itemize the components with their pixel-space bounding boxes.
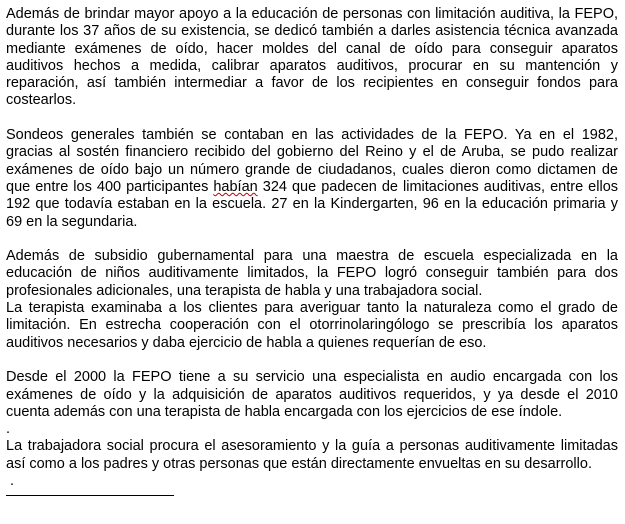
document-body bbox=[6, 6, 618, 490]
paragraph-government-subsidy: Además de subsidio gubernamental para una maestra de escuela especializada en la educación de niños auditivamente limitados, la FEPO logró conseguir también para dos profesionales adicionales, una terapista de habla y una trabajadora social. bbox=[6, 248, 618, 299]
survey-text-start: Sondeos generales también se contaban en las actividades de la FEPO. Ya en el 1982, gracias al sostén financiero recibido del gobierno del Reino y el de Aruba, se pudo realizar exámenes de oído bajo un número grande de ciudadanos, cuales dieron como dictamen de que entre los 400 participantes bbox=[6, 127, 618, 195]
spellcheck-underlined-word: habían bbox=[213, 178, 258, 195]
paragraph-general-surveys bbox=[6, 127, 618, 231]
footnote-separator-line bbox=[6, 495, 174, 496]
survey-text-end: 324 que padecen de limitaciones auditivas, entre ellos 192 que todavía estaban en la escuela. 27 en la Kindergarten, 96 en la educación primaria y 69 en la segundaria. bbox=[6, 178, 619, 230]
stray-dot-line-end: . bbox=[6, 473, 15, 490]
paragraph-social-worker: La trabajadora social procura el asesoramiento y la guía a personas auditivamente limitadas así como a los padres y otras personas que están directamente envueltas en su desarrollo. bbox=[6, 438, 618, 472]
stray-dot-line: . bbox=[6, 421, 11, 438]
paragraph-therapist-role: La terapista examinaba a los clientes para averiguar tanto la naturaleza como el grado de limitación. En estrecha cooperación con el otorrinolaringólogo se prescribía los aparatos auditivos necesarios y daba ejercicio de habla a quienes requerían de eso. bbox=[6, 300, 618, 351]
paragraph-audio-specialist: Desde el 2000 la FEPO tiene a su servicio una especialista en audio encargada con los exámenes de oído y la adquisición de aparatos auditivos requeridos, y ya desde el 2010 cuenta además con una terapista de habla encargada con los ejercicios de ese índole. bbox=[6, 369, 618, 420]
paragraph-fepo-assistance: Además de brindar mayor apoyo a la educación de personas con limitación auditiva, la FEPO, durante los 37 años de su existencia, se dedicó también a darles asistencia técnica avanzada mediante exámenes de oído, hacer moldes del canal de oído para conseguir aparatos auditivos hechos a medida, calibrar aparatos auditivos, procurar en su mantención y reparación, así también intermediar a favor de los recipientes en conseguir fondos para costearlos. bbox=[6, 6, 618, 109]
